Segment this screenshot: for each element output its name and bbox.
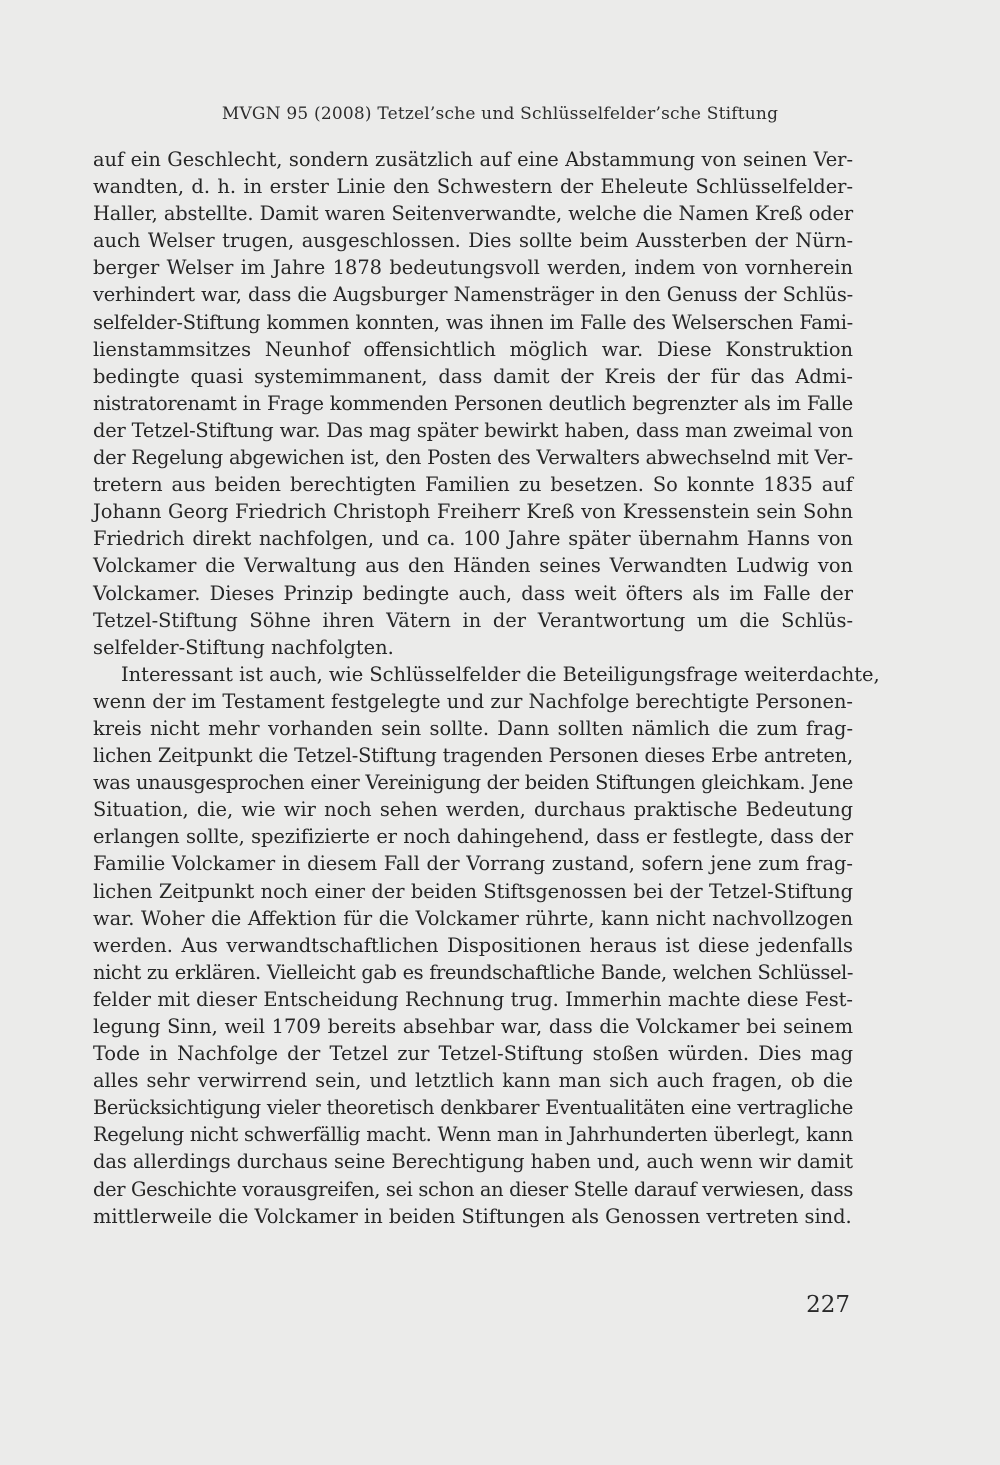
text-line: Familie Volckamer in diesem Fall der Vorrang zustand, sofern jene zum frag- (93, 852, 853, 876)
text-line: Volckamer. Dieses Prinzip bedingte auch, dass weit öfters als im Falle der (93, 581, 853, 605)
text-line: Tetzel-Stiftung Söhne ihren Vätern in der Verantwortung um die Schlüs- (93, 608, 853, 632)
text-line: legung Sinn, weil 1709 bereits absehbar war, dass die Volckamer bei seinem (93, 1015, 853, 1038)
text-line: lichen Zeitpunkt die Tetzel-Stiftung tragenden Personen dieses Erbe antreten, (93, 744, 853, 768)
text-line: tretern aus beiden berechtigten Familien zu besetzen. So konnte 1835 auf (93, 473, 853, 497)
text-line: Volckamer die Verwaltung aus den Händen seines Verwandten Ludwig von (93, 554, 853, 578)
running-head: MVGN 95 (2008) Tetzel’sche und Schlüsselfelder’sche Stiftung (221, 104, 779, 124)
text-line: bedingte quasi systemimmanent, dass damit der Kreis der für das Admi- (93, 364, 853, 388)
text-line: selfelder-Stiftung nachfolgten. (93, 635, 394, 659)
text-line: alles sehr verwirrend sein, und letztlich kann man sich auch fragen, ob die (93, 1069, 853, 1093)
text-line: war. Woher die Affektion für die Volckamer rührte, kann nicht nachvollzogen (93, 906, 853, 930)
text-line: Johann Georg Friedrich Christoph Freiherr Kreß von Kressenstein sein Sohn (93, 500, 853, 524)
text-line: nicht zu erklären. Vielleicht gab es freundschaftliche Bande, welchen Schlüssel- (93, 960, 853, 984)
text-line: mittlerweile die Volckamer in beiden Stiftungen als Genossen vertreten sind. (93, 1204, 852, 1228)
text-line: selfelder-Stiftung kommen konnten, was ihnen im Falle des Welserschen Fami- (93, 310, 853, 334)
text-line: was unausgesprochen einer Vereinigung der beiden Stiftungen gleichkam. Jene (93, 771, 853, 795)
text-line: das allerdings durchaus seine Berechtigung haben und, auch wenn wir damit (93, 1150, 853, 1174)
page-number: 227 (806, 1292, 850, 1318)
text-line: Tode in Nachfolge der Tetzel zur Tetzel-Stiftung stoßen würden. Dies mag (93, 1042, 853, 1066)
text-line: Interessant ist auch, wie Schlüsselfelder die Beteiligungsfrage weiterdachte, (121, 662, 880, 686)
text-line: wandten, d. h. in erster Linie den Schwestern der Eheleute Schlüsselfelder- (93, 175, 853, 199)
text-line: Situation, die, wie wir noch sehen werden, durchaus praktische Bedeutung (93, 798, 853, 822)
text-line: wenn der im Testament festgelegte und zur Nachfolge berechtigte Personen- (93, 689, 853, 713)
text-line: Berücksichtigung vieler theoretisch denkbarer Eventualitäten eine vertragliche (93, 1096, 853, 1120)
text-line: auch Welser trugen, ausgeschlossen. Dies sollte beim Aussterben der Nürn- (93, 229, 853, 253)
text-line: Regelung nicht schwerfällig macht. Wenn man in Jahrhunderten überlegt, kann (93, 1123, 853, 1147)
text-line: lichen Zeitpunkt noch einer der beiden Stiftsgenossen bei der Tetzel-Stiftung (93, 879, 853, 903)
body-text (93, 146, 880, 1230)
text-line: auf ein Geschlecht, sondern zusätzlich auf eine Abstammung von seinen Ver- (93, 148, 853, 171)
text-line: berger Welser im Jahre 1878 bedeutungsvoll werden, indem von vornherein (93, 256, 853, 280)
text-line: verhindert war, dass die Augsburger Namensträger in den Genuss der Schlüs- (93, 283, 853, 307)
text-line: der Tetzel-Stiftung war. Das mag später bewirkt haben, dass man zweimal von (93, 418, 853, 442)
text-line: felder mit dieser Entscheidung Rechnung trug. Immerhin machte diese Fest- (93, 987, 853, 1011)
text-line: erlangen sollte, spezifizierte er noch dahingehend, dass er festlegte, dass der (93, 825, 853, 849)
text-line: der Regelung abgewichen ist, den Posten des Verwalters abwechselnd mit Ver- (93, 446, 853, 470)
text-line: Friedrich direkt nachfolgen, und ca. 100 Jahre später übernahm Hanns von (93, 527, 853, 551)
text-line: der Geschichte vorausgreifen, sei schon an dieser Stelle darauf verwiesen, dass (93, 1177, 853, 1201)
text-line: Haller, abstellte. Damit waren Seitenverwandte, welche die Namen Kreß oder (93, 202, 853, 226)
text-line: kreis nicht mehr vorhanden sein sollte. Dann sollten nämlich die zum frag- (93, 716, 853, 740)
text-line: nistratorenamt in Frage kommenden Personen deutlich begrenzter als im Falle (93, 391, 853, 415)
text-line: lienstammsitzes Neunhof offensichtlich möglich war. Diese Konstruktion (93, 337, 853, 361)
text-line: werden. Aus verwandtschaftlichen Dispositionen heraus ist diese jedenfalls (93, 933, 853, 957)
